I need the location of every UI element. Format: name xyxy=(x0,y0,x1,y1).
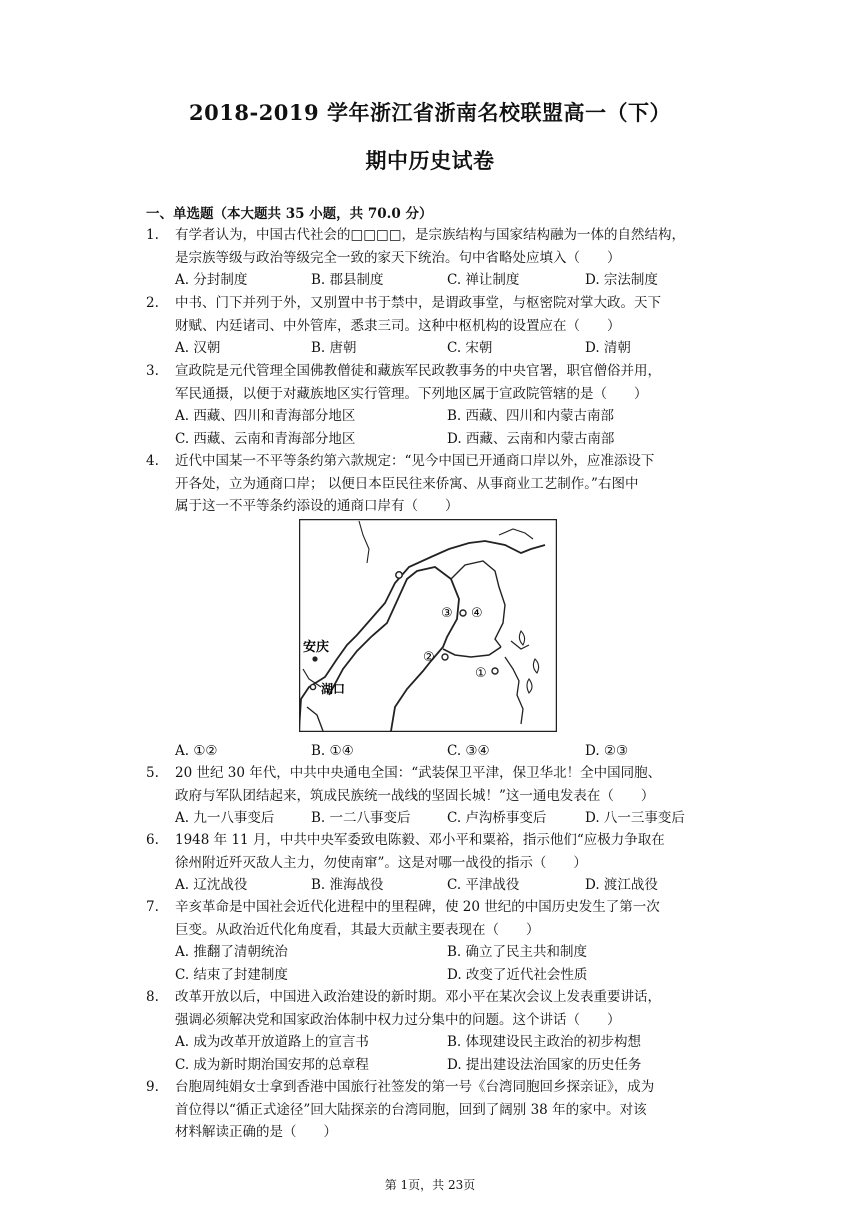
option-a[interactable]: A. 西藏、四川和青海部分地区 xyxy=(175,408,356,424)
question-text: 近代中国某一不平等条约第六款规定：“见今中国已开通商口岸以外，应准添设下 xyxy=(175,453,655,469)
map-label-anqing: 安庆 xyxy=(303,640,330,655)
option-c[interactable]: C. 西藏、云南和青海部分地区 xyxy=(175,430,356,447)
question-text: 是宗族等级与政治等级完全一致的家天下统治。句中省略处应填入（ ） xyxy=(175,249,621,266)
option-a[interactable]: A. 成为改革开放道路上的宣言书 xyxy=(175,1034,369,1050)
question-text: 强调必须解决党和国家政治体制中权力过分集中的问题。这个讲话（ ） xyxy=(175,1011,621,1028)
map-label-hukou: 湖口 xyxy=(321,682,346,696)
question-number: 6. xyxy=(146,832,159,848)
question-text: 材料解读正确的是（ ） xyxy=(175,1124,337,1140)
map-marker-2: ② xyxy=(423,650,435,665)
option-c[interactable]: C. ③④ xyxy=(447,743,490,759)
question-text: 中书、门下并列于外，又别置中书于禁中，是谓政事堂，与枢密院对掌大政。天下 xyxy=(175,295,661,311)
option-d[interactable]: D. 宗法制度 xyxy=(585,272,658,288)
question-number: 4. xyxy=(146,453,159,469)
option-a[interactable]: A. 辽沈战役 xyxy=(175,877,248,893)
question-number: 2. xyxy=(146,295,159,311)
page-footer: 第 1页，共 23页 xyxy=(384,1178,476,1192)
map-marker-3: ③ xyxy=(441,606,453,621)
question-number: 5. xyxy=(146,765,159,781)
question-text: 首位得以“循正式途径”回大陆探亲的台湾同胞，回到了阔别 38 年的家中。对该 xyxy=(175,1101,647,1118)
option-c[interactable]: C. 成为新时期治国安邦的总章程 xyxy=(175,1056,369,1073)
exam-title-line2: 期中历史试卷 xyxy=(365,148,495,173)
question-text: 20 世纪 30 年代，中共中央通电全国：“武装保卫平津，保卫华北！全中国同胞、 xyxy=(175,765,662,781)
question-text: 辛亥革命是中国社会近代化进程中的里程碑，使 20 世纪的中国历史发生了第一次 xyxy=(175,899,660,915)
option-c[interactable]: C. 宋朝 xyxy=(447,340,493,356)
option-b[interactable]: B. 郡县制度 xyxy=(311,272,384,288)
question-number: 8. xyxy=(146,989,159,1005)
option-d[interactable]: D. 清朝 xyxy=(585,340,631,356)
option-a[interactable]: A. 分封制度 xyxy=(175,272,248,288)
question-text: 有学者认为，中国古代社会的□□□□，是宗族结构与国家结构融为一体的自然结构， xyxy=(175,227,686,243)
question-text: 开各处，立为通商口岸； 以便日本臣民往来侨寓、从事商业工艺制作。”右图中 xyxy=(175,475,639,492)
option-d[interactable]: D. 八一三事变后 xyxy=(585,810,685,826)
question-number: 7. xyxy=(146,899,159,915)
option-b[interactable]: B. 一二八事变后 xyxy=(311,810,411,826)
treaty-ports-map xyxy=(299,519,557,732)
question-text: 属于这一不平等条约添设的通商口岸有（ ） xyxy=(175,498,459,514)
option-b[interactable]: B. 西藏、四川和内蒙古南部 xyxy=(447,408,615,424)
question-text: 宣政院是元代管理全国佛教僧徒和藏族军民政教事务的中央官署，职官僧俗并用， xyxy=(175,363,661,379)
option-b[interactable]: B. ①④ xyxy=(311,743,354,759)
option-b[interactable]: B. 淮海战役 xyxy=(311,877,384,893)
option-c[interactable]: C. 禅让制度 xyxy=(447,272,520,288)
map-marker-1: ① xyxy=(475,666,487,681)
map-marker-4: ④ xyxy=(471,606,483,621)
question-number: 9. xyxy=(146,1079,159,1095)
exam-title-line1: 2018-2019 学年浙江省浙南名校联盟高一（下） xyxy=(189,100,671,125)
option-a[interactable]: A. 汉朝 xyxy=(175,340,221,356)
question-text: 改革开放以后，中国进入政治建设的新时期。邓小平在某次会议上发表重要讲话， xyxy=(175,989,661,1005)
option-d[interactable]: D. 改变了近代社会性质 xyxy=(447,966,588,983)
option-c[interactable]: C. 平津战役 xyxy=(447,877,520,893)
option-a[interactable]: A. 推翻了清朝统治 xyxy=(175,944,288,960)
question-number: 3. xyxy=(146,363,159,379)
question-number: 1. xyxy=(146,227,159,243)
option-c[interactable]: C. 结束了封建制度 xyxy=(175,966,288,983)
option-d[interactable]: D. 提出建设法治国家的历史任务 xyxy=(447,1056,642,1073)
section-heading: 一、单选题（本大题共 35 小题，共 70.0 分） xyxy=(146,206,433,222)
option-d[interactable]: D. 渡江战役 xyxy=(585,877,658,893)
question-text: 军民通摄，以便于对藏族地区实行管理。下列地区属于宣政院管辖的是（ ） xyxy=(175,385,648,402)
option-b[interactable]: B. 唐朝 xyxy=(311,340,357,356)
option-a[interactable]: A. 九一八事变后 xyxy=(175,810,275,826)
question-text: 财赋、内廷诸司、中外管库，悉隶三司。这种中枢机构的设置应在（ ） xyxy=(175,317,621,334)
question-text: 巨变。从政治近代化角度看，其最大贡献主要表现在（ ） xyxy=(175,921,540,938)
question-text: 政府与军队团结起来，筑成民族统一战线的坚固长城！”这一通电发表在（ ） xyxy=(175,787,655,804)
question-text: 徐州附近歼灭敌人主力，勿使南窜”。这是对哪一战役的指示（ ） xyxy=(175,854,587,871)
option-c[interactable]: C. 卢沟桥事变后 xyxy=(447,810,547,826)
option-b[interactable]: B. 确立了民主共和制度 xyxy=(447,944,588,960)
option-d[interactable]: D. ②③ xyxy=(585,743,629,759)
question-text: 台胞周纯娟女士拿到香港中国旅行社签发的第一号《台湾同胞回乡探亲证》，成为 xyxy=(175,1079,655,1095)
option-b[interactable]: B. 体现建设民主政治的初步构想 xyxy=(447,1034,642,1050)
question-text: 1948 年 11 月，中共中央军委致电陈毅、邓小平和粟裕，指示他们“应极力争取在 xyxy=(175,832,665,848)
option-d[interactable]: D. 西藏、云南和内蒙古南部 xyxy=(447,430,615,447)
option-a[interactable]: A. ①② xyxy=(175,743,218,759)
